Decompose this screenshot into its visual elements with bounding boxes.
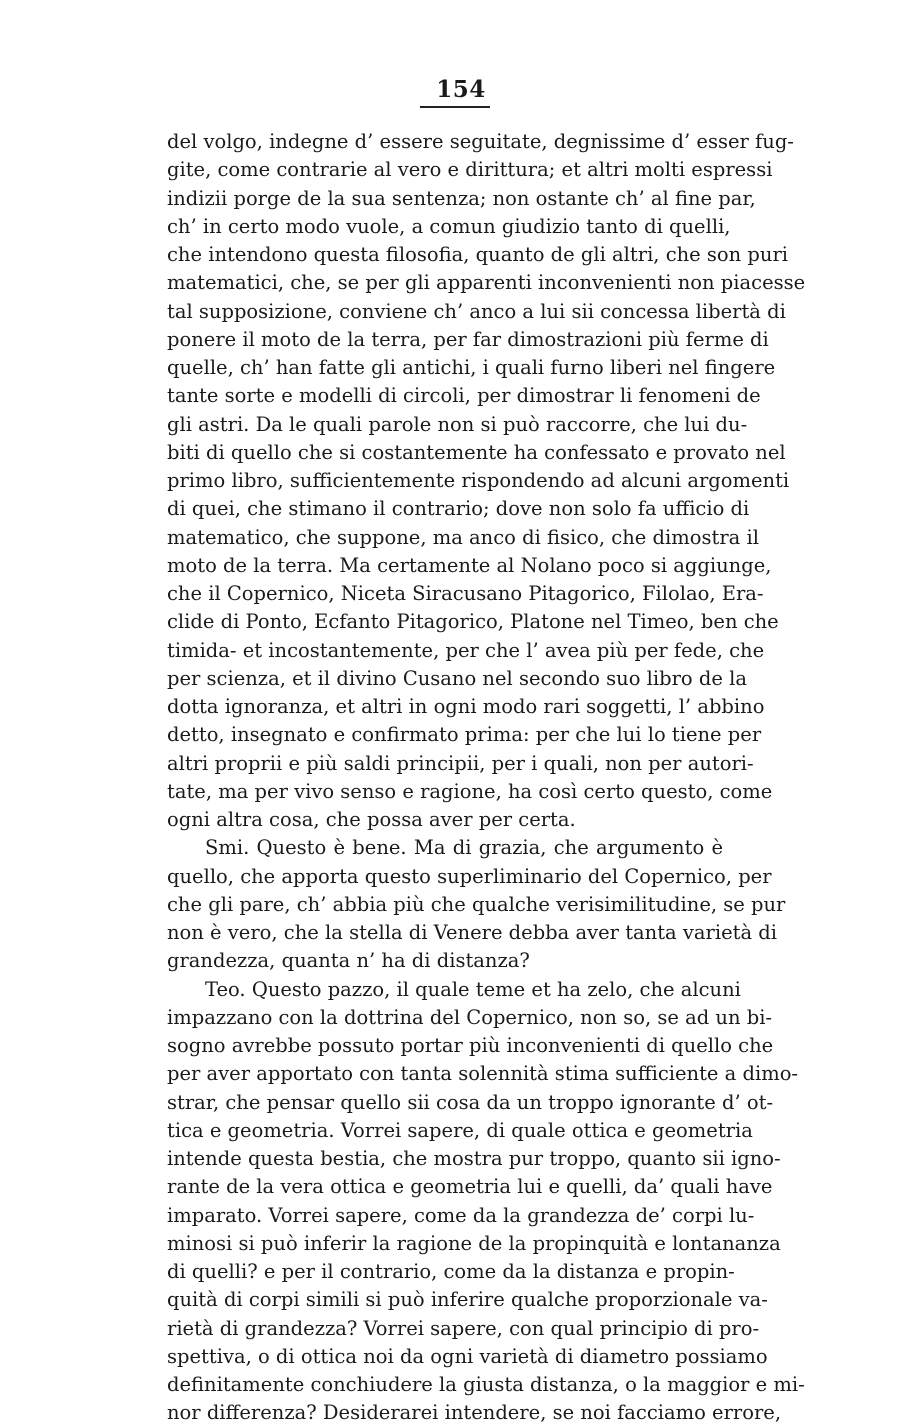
text-line: indizii porge de la sua sentenza; non ostante ch’ al fine par, — [167, 186, 756, 210]
page-number: 154 — [436, 76, 486, 103]
text-line: grandezza, quanta n’ ha di distanza? — [167, 949, 530, 973]
header-rule — [420, 106, 490, 108]
text-line: ogni altra cosa, che possa aver per certa. — [167, 808, 576, 831]
text-line: quelle, ch’ han fatte gli antichi, i quali furno liberi nel fingere — [167, 356, 776, 379]
text-line: per scienza, et il divino Cusano nel secondo suo libro de la — [167, 666, 747, 690]
text-line: di quelli? e per il contrario, come da la distanza e propin- — [167, 1260, 735, 1283]
text-line: imparato. Vorrei sapere, come da la grandezza de’ corpi lu- — [167, 1203, 755, 1227]
text-line: gli astri. Da le quali parole non si può raccorre, che lui du- — [167, 412, 748, 436]
text-line: primo libro, sufficientemente rispondendo ad alcuni argomenti — [167, 469, 790, 492]
text-line: nor differenza? Desiderarei intendere, se noi facciamo errore, — [167, 1401, 782, 1425]
text-line: Teo. Questo pazzo, il quale teme et ha zelo, che alcuni — [205, 977, 741, 1001]
text-line: per aver apportato con tanta solennità stima sufficiente a dimo- — [167, 1062, 799, 1086]
text-line: clide di Ponto, Ecfanto Pitagorico, Platone nel Timeo, ben che — [167, 610, 779, 634]
text-line: matematici, che, se per gli apparenti inconvenienti non piacesse — [167, 271, 806, 295]
text-line: Smi. Questo è bene. Ma di grazia, che argumento è — [205, 836, 723, 860]
text-line: quità di corpi simili si può inferire qualche proporzionale va- — [167, 1288, 768, 1312]
text-line: rietà di grandezza? Vorrei sapere, con qual principio di pro- — [167, 1316, 760, 1340]
text-line: impazzano con la dottrina del Copernico, non so, se ad un bi- — [167, 1005, 773, 1029]
text-line: gite, come contrarie al vero e dirittura; et altri molti espressi — [167, 158, 773, 182]
text-line: di quei, che stimano il contrario; dove non solo fa ufficio di — [167, 497, 750, 521]
text-line: moto de la terra. Ma certamente al Nolano poco si aggiunge, — [167, 553, 772, 577]
text-line: non è vero, che la stella di Venere debba aver tanta varietà di — [167, 921, 777, 944]
text-line: tal supposizione, conviene ch’ anco a lui sii concessa libertà di — [167, 299, 786, 323]
text-line: biti di quello che si costantemente ha confessato e provato nel — [167, 440, 786, 464]
text-line: spettiva, o di ottica noi da ogni varietà di diametro possiamo — [167, 1344, 768, 1368]
text-line: definitamente conchiudere la giusta distanza, o la maggior e mi- — [167, 1373, 805, 1396]
text-line: matematico, che suppone, ma anco di fisico, che dimostra il — [167, 525, 759, 549]
text-line: altri proprii e più saldi principii, per i quali, non per autori- — [167, 751, 754, 775]
text-line: dotta ignoranza, et altri in ogni modo rari soggetti, l’ abbino — [167, 695, 765, 718]
text-line: sogno avrebbe possuto portar più inconvenienti di quello che — [167, 1034, 774, 1057]
text-line: minosi si può inferir la ragione de la propinquità e lontananza — [167, 1231, 781, 1255]
text-line: che il Copernico, Niceta Siracusano Pitagorico, Filolao, Era- — [167, 582, 764, 605]
text-line: strar, che pensar quello sii cosa da un troppo ignorante d’ ot- — [167, 1090, 774, 1114]
text-line: quello, che apporta questo superliminario del Copernico, per — [167, 864, 772, 888]
text-line: rante de la vera ottica e geometria lui e quelli, da’ quali have — [167, 1175, 773, 1199]
text-line: che gli pare, ch’ abbia più che qualche verisimilitudine, se pur — [167, 892, 786, 916]
body-text — [167, 128, 806, 1428]
text-line: detto, insegnato e confirmato prima: per che lui lo tiene per — [167, 723, 762, 747]
text-line: ponere il moto de la terra, per far dimostrazioni più ferme di — [167, 327, 769, 351]
text-line: che intendono questa filosofia, quanto de gli altri, che son puri — [167, 243, 789, 266]
text-line: tante sorte e modelli di circoli, per dimostrar li fenomeni de — [167, 384, 761, 408]
text-line: ch’ in certo modo vuole, a comun giudizio tanto di quelli, — [167, 214, 731, 238]
text-line: del volgo, indegne d’ essere seguitate, degnissime d’ esser fug- — [167, 130, 794, 153]
text-line: timida- et incostantemente, per che l’ avea più per fede, che — [167, 638, 765, 662]
text-line: intende questa bestia, che mostra pur troppo, quanto sii igno- — [167, 1147, 781, 1170]
text-line: tica e geometria. Vorrei sapere, di quale ottica e geometria — [167, 1118, 753, 1142]
text-line: tate, ma per vivo senso e ragione, ha così certo questo, come — [167, 779, 773, 803]
